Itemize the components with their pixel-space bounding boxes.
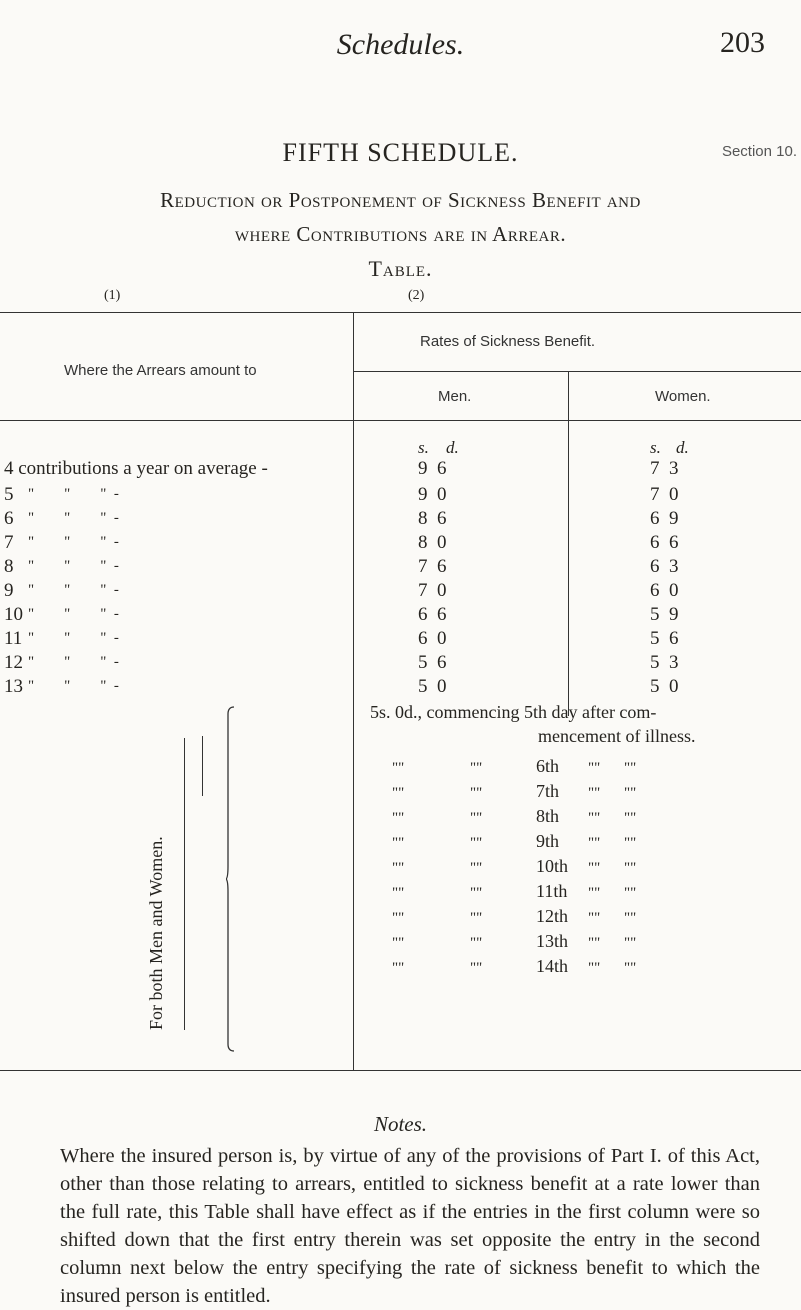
table-bottom-rule — [0, 1070, 801, 1071]
combined-day: 13th — [536, 931, 569, 951]
row-label: 5 — [4, 484, 14, 505]
row-label: 10 — [4, 604, 23, 625]
table-top-rule — [0, 312, 801, 313]
margin-note: Section 10. — [721, 143, 797, 160]
women-rate: 6 0 — [650, 580, 679, 601]
row-label: 12 — [4, 652, 23, 673]
ditto-marks: " " " - — [28, 582, 119, 598]
ditto-mark: "" — [392, 960, 405, 976]
ditto-marks: " " " - — [28, 486, 119, 502]
ditto-mark: "" — [470, 885, 483, 901]
unit-shillings-men: s. — [418, 438, 429, 457]
women-rate: 5 6 — [650, 628, 679, 649]
row-label: 13 — [4, 676, 23, 697]
women-rate: 7 3 — [650, 458, 679, 479]
column-number-1: (1) — [104, 288, 121, 303]
notes-paragraph-1: Where the insured person is, by virtue of any of the provisions of Part I. of this Act, other than those relating to arrears, entitled to sickness benefit at a rate lower than the full rate, this Table shall have effect as if the entries in the first column were so shifted down that the first entry therein was set opposite the entry in the second column next below the entry specifying the rate of sickness benefit to which the insured person is entitled. — [60, 1145, 760, 1307]
header-mid-rule — [353, 371, 801, 372]
notes-title: Notes. — [373, 1112, 428, 1136]
subtitle-line-2: where Contributions are in Arrear. — [234, 222, 567, 246]
row-label: 8 — [4, 556, 14, 577]
column-divider-1 — [353, 312, 354, 1070]
women-rate: 6 9 — [650, 508, 679, 529]
row-label: 9 — [4, 580, 14, 601]
table-label: Table. — [368, 256, 433, 281]
page-number: 203 — [720, 26, 765, 59]
ditto-marks: " " " - — [28, 630, 119, 646]
ditto-mark: "" — [588, 810, 601, 826]
ditto-mark: "" — [392, 785, 405, 801]
ditto-mark: "" — [588, 760, 601, 776]
header-men: Men. — [438, 388, 472, 405]
schedule-title: FIFTH SCHEDULE. — [282, 138, 519, 167]
men-rate: 5 6 — [418, 652, 447, 673]
ditto-marks: " " " - — [28, 534, 119, 550]
brace-rule-right — [202, 736, 203, 796]
ditto-mark: "" — [588, 835, 601, 851]
men-rate: 7 6 — [418, 556, 447, 577]
ditto-marks: " " " - — [28, 678, 119, 694]
combined-day: 14th — [536, 956, 569, 976]
ditto-mark: "" — [624, 860, 637, 876]
ditto-mark: "" — [470, 860, 483, 876]
ditto-mark: "" — [624, 835, 637, 851]
men-rate: 9 6 — [418, 458, 447, 479]
combined-day: 12th — [536, 906, 569, 926]
column-number-2: (2) — [408, 288, 425, 303]
subtitle-line-1: Reduction or Postponement of Sickness Benefit and — [160, 188, 641, 212]
ditto-mark: "" — [470, 935, 483, 951]
combined-day: 11th — [536, 881, 568, 901]
ditto-mark: "" — [624, 910, 637, 926]
women-rate: 5 9 — [650, 604, 679, 625]
unit-shillings-women: s. — [650, 438, 661, 457]
combined-day: 8th — [536, 806, 560, 826]
ditto-mark: "" — [470, 785, 483, 801]
men-rate: 6 0 — [418, 628, 447, 649]
women-rate: 7 0 — [650, 484, 679, 505]
ditto-mark: "" — [470, 960, 483, 976]
header-bottom-rule — [0, 420, 801, 421]
women-rate: 5 0 — [650, 676, 679, 697]
ditto-mark: "" — [624, 960, 637, 976]
women-rate: 6 6 — [650, 532, 679, 553]
ditto-mark: "" — [392, 860, 405, 876]
running-head-title: Schedules. — [336, 28, 465, 61]
column-divider-2 — [568, 371, 569, 716]
ditto-mark: "" — [588, 860, 601, 876]
header-arrears: Where the Arrears amount to — [64, 362, 257, 379]
men-rate: 6 6 — [418, 604, 447, 625]
ditto-mark: "" — [624, 885, 637, 901]
ditto-mark: "" — [392, 935, 405, 951]
men-rate: 5 0 — [418, 676, 447, 697]
ditto-mark: "" — [624, 810, 637, 826]
ditto-mark: "" — [470, 810, 483, 826]
curly-brace — [226, 706, 234, 1052]
combined-day: 9th — [536, 831, 560, 851]
row-label: 11 — [4, 628, 23, 649]
women-rate: 5 3 — [650, 652, 679, 673]
ditto-mark: "" — [392, 885, 405, 901]
ditto-mark: "" — [392, 910, 405, 926]
ditto-mark: "" — [588, 960, 601, 976]
ditto-mark: "" — [392, 760, 405, 776]
ditto-mark: "" — [470, 910, 483, 926]
combined-day: 10th — [536, 856, 569, 876]
ditto-mark: "" — [624, 935, 637, 951]
ditto-mark: "" — [624, 785, 637, 801]
combined-line-1: 5s. 0d., commencing 5th day after com- — [370, 702, 657, 722]
brace-label: For both Men and Women. — [146, 836, 166, 1030]
ditto-mark: "" — [470, 760, 483, 776]
ditto-marks: " " " - — [28, 558, 119, 574]
ditto-mark: "" — [588, 885, 601, 901]
brace-rule-left — [184, 738, 185, 1030]
unit-pence-women: d. — [676, 438, 689, 457]
row-label: 7 — [4, 532, 14, 553]
row-label: 4 contributions a year on average - — [4, 458, 268, 479]
combined-day: 6th — [536, 756, 560, 776]
ditto-marks: " " " - — [28, 654, 119, 670]
combined-day: 7th — [536, 781, 560, 801]
combined-line-2: mencement of illness. — [538, 726, 696, 746]
ditto-mark: "" — [588, 785, 601, 801]
ditto-mark: "" — [624, 760, 637, 776]
women-rate: 6 3 — [650, 556, 679, 577]
ditto-marks: " " " - — [28, 606, 119, 622]
men-rate: 7 0 — [418, 580, 447, 601]
men-rate: 9 0 — [418, 484, 447, 505]
ditto-mark: "" — [470, 835, 483, 851]
ditto-mark: "" — [588, 935, 601, 951]
ditto-mark: "" — [392, 810, 405, 826]
header-women: Women. — [655, 388, 711, 405]
men-rate: 8 6 — [418, 508, 447, 529]
unit-pence-men: d. — [446, 438, 459, 457]
row-label: 6 — [4, 508, 14, 529]
men-rate: 8 0 — [418, 532, 447, 553]
ditto-marks: " " " - — [28, 510, 119, 526]
ditto-mark: "" — [392, 835, 405, 851]
header-rates: Rates of Sickness Benefit. — [420, 333, 596, 350]
ditto-mark: "" — [588, 910, 601, 926]
